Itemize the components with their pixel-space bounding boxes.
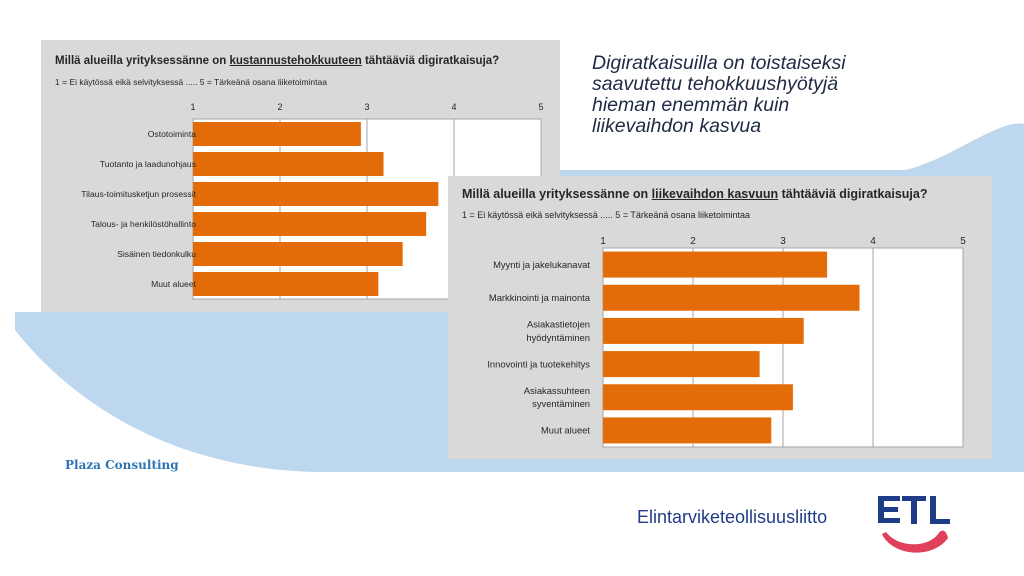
category-label: Sisäinen tiedonkulku xyxy=(117,249,196,260)
callout-line: saavutettu tehokkuushyötyjä xyxy=(592,73,839,95)
chart-title: Millä alueilla yrityksessänne on kustannustehokkuuteen tähtääviä digiratkaisuja? xyxy=(55,55,500,67)
tick-label: 2 xyxy=(277,102,283,112)
plaza-consulting-logo: Plaza Consulting xyxy=(65,458,179,472)
category-label: Asiakastietojen hyödyntäminen xyxy=(526,318,590,343)
category-label: Innovointi ja tuotekehitys xyxy=(487,358,590,370)
bar xyxy=(193,152,384,176)
bar xyxy=(193,242,403,266)
category-label: Asiakassuhteen syventäminen xyxy=(523,384,590,410)
tick-label: 5 xyxy=(538,102,544,112)
category-label: Tilaus-toimitusketjun prosessit xyxy=(81,189,196,200)
bar xyxy=(603,285,860,311)
category-label: Talous- ja henkilöstöhallinto xyxy=(90,219,196,230)
callout-text xyxy=(592,53,912,137)
bar-chart-revenue-growth xyxy=(448,176,992,459)
category-label: Muut alueet xyxy=(541,424,590,436)
callout-line: Digiratkaisuilla on toistaiseksi xyxy=(592,52,846,74)
tick-label: 3 xyxy=(780,236,786,247)
category-label: Myynti ja jakelukanavat xyxy=(493,258,590,270)
bar xyxy=(603,318,804,344)
tick-label: 1 xyxy=(190,102,196,112)
bar xyxy=(603,351,760,377)
bar xyxy=(193,212,426,236)
chart-subtitle: 1 = Ei käytössä eikä selvityksessä ..... 5 = Tärkeänä osana liiketoimintaa xyxy=(55,77,327,87)
bar xyxy=(193,272,378,296)
tick-label: 4 xyxy=(870,236,876,247)
callout-line: hieman enemmän kuin xyxy=(592,94,790,116)
bar xyxy=(193,122,361,146)
chart-panel-revenue-growth xyxy=(448,176,992,459)
category-label: Ostotoiminta xyxy=(147,129,196,140)
category-label: Markkinointi ja mainonta xyxy=(488,292,590,304)
bar xyxy=(603,417,771,443)
tick-label: 2 xyxy=(690,236,696,247)
bar xyxy=(193,182,438,206)
tick-label: 1 xyxy=(600,236,606,247)
etl-logo xyxy=(872,490,956,562)
chart-subtitle: 1 = Ei käytössä eikä selvityksessä ..... 5 = Tärkeänä osana liiketoimintaa xyxy=(462,210,750,220)
tick-label: 3 xyxy=(364,102,370,112)
organization-name: Elintarviketeollisuusliitto xyxy=(637,507,828,527)
chart-title: Millä alueilla yrityksessänne on liikevaihdon kasvuun tähtääviä digiratkaisuja? xyxy=(462,187,928,201)
bar xyxy=(603,252,827,278)
tick-label: 5 xyxy=(960,236,966,247)
category-label: Tuotanto ja laadunohjaus xyxy=(99,159,196,170)
bar xyxy=(603,384,793,410)
category-label: Muut alueet xyxy=(151,279,196,290)
tick-label: 4 xyxy=(451,102,457,112)
callout-line: liikevaihdon kasvua xyxy=(592,115,762,137)
